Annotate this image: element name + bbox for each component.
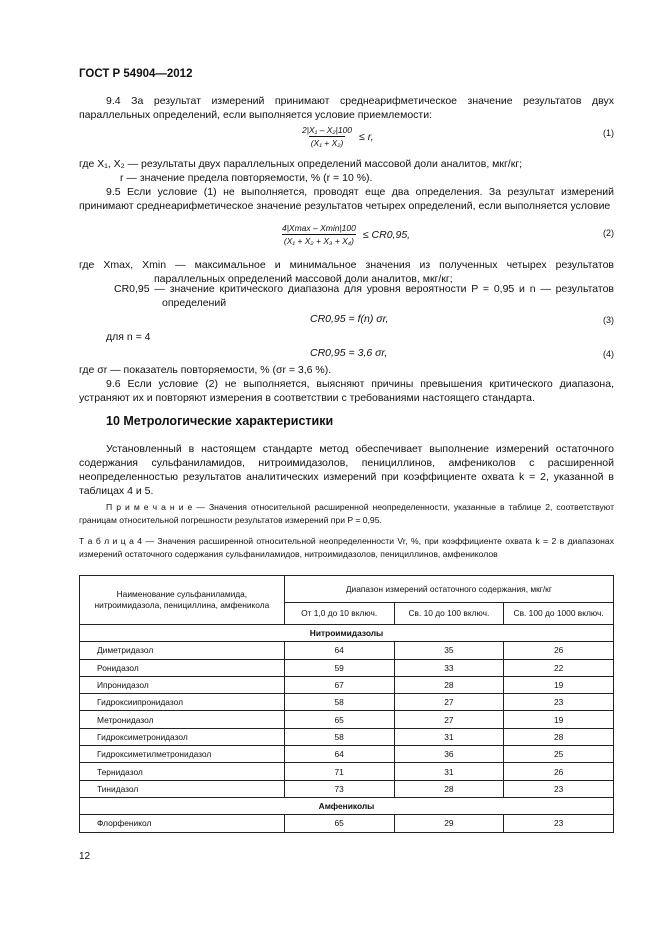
value-cell: 65 [284, 815, 394, 832]
equation-1-numerator: 2|X₁ – X₂|100 [302, 125, 353, 135]
note-label: П р и м е ч а н и е — [106, 502, 205, 512]
value-cell: 19 [504, 711, 614, 728]
table-row [80, 763, 614, 780]
equation-2-numerator: 4|Xmax – Xmin|100 [282, 223, 356, 233]
table-row [80, 780, 614, 797]
table-row [80, 642, 614, 659]
value-cell: 29 [394, 815, 504, 832]
value-cell: 23 [504, 780, 614, 797]
section-10-title: 10 Метрологические характеристики [106, 414, 334, 428]
value-cell: 28 [504, 728, 614, 745]
substance-name-cell: Ипронидазол [80, 676, 285, 693]
equation-4-number: (4) [603, 349, 614, 359]
where-1-line-1: где X₁, X₂ — результаты двух параллельных определений массовой доли аналитов, мкг/кг; [79, 158, 523, 170]
value-cell: 59 [284, 659, 394, 676]
substance-name-cell: Гидроксиметронидазол [80, 728, 285, 745]
page-number: 12 [79, 851, 91, 862]
where-2-line-1-text: где Xmax, Xmin — максимальное и минимальное значения из полученных четырех результатов параллельных определений массовой доли аналитов, мкг/кг; [79, 259, 614, 285]
equation-3: CR0,95 = f(n) σr, [310, 313, 389, 325]
value-cell: 64 [284, 746, 394, 763]
value-cell: 19 [504, 676, 614, 693]
table-header-row-1 [80, 576, 614, 603]
substance-name-cell: Гидроксиипронидазол [80, 694, 285, 711]
header-col-1: От 1,0 до 10 включ. [284, 603, 394, 625]
value-cell: 65 [284, 711, 394, 728]
table-row [80, 659, 614, 676]
equation-3-number: (3) [603, 315, 614, 325]
equation-1-fraction [300, 125, 354, 148]
header-name-cell: Наименование сульфаниламида, нитроимидазола, пенициллина, амфеникола [80, 576, 285, 625]
value-cell: 26 [504, 642, 614, 659]
substance-name-cell: Тернидазол [80, 763, 285, 780]
value-cell: 23 [504, 694, 614, 711]
value-cell: 27 [394, 694, 504, 711]
equation-2 [280, 223, 410, 246]
for-n-line: для n = 4 [106, 331, 151, 343]
group-title-cell: Нитроимидазолы [80, 625, 614, 642]
table-4 [79, 575, 614, 833]
where-2-line-2-text: CR0,95 — значение критического диапазона для уровня вероятности P = 0,95 и n — результатов определений [114, 283, 614, 309]
header-col-3: Св. 100 до 1000 включ. [504, 603, 614, 625]
value-cell: 27 [394, 711, 504, 728]
value-cell: 58 [284, 694, 394, 711]
substance-name-cell: Ронидазол [80, 659, 285, 676]
value-cell: 22 [504, 659, 614, 676]
value-cell: 33 [394, 659, 504, 676]
where-2-line-2 [114, 282, 614, 310]
value-cell: 64 [284, 642, 394, 659]
equation-1-number: (1) [603, 128, 614, 138]
value-cell: 71 [284, 763, 394, 780]
paragraph-9-6: 9.6 Если условие (2) не выполняется, выясняют причины превышения критического диапазона, устраняют их и повторяют измерения в соответствии с требованиями настоящего стандарта. [79, 378, 614, 404]
document-header: ГОСТ Р 54904—2012 [79, 68, 193, 80]
where-3: где σr — показатель повторяемости, % (σr = 3,6 %). [79, 364, 332, 376]
group-title-cell: Амфениколы [80, 797, 614, 814]
value-cell: 67 [284, 676, 394, 693]
paragraph-9-5: 9.5 Если условие (1) не выполняется, проводят еще два определения. За результат измерений принимают среднеарифметическое значение результатов четырех определений, если выполняется условие [79, 186, 614, 212]
table-row [80, 746, 614, 763]
table-caption: Т а б л и ц а 4 — Значения расширенной относительной неопределенности Vr, %, при коэффициенте охвата k = 2 в диапазонах измерений остаточного содержания сульфаниламидов, нитроимидазолов, пенициллинов, амфениколов [79, 536, 614, 559]
where-1-line-2: r — значение предела повторяемости, % (r = 10 %). [120, 172, 373, 184]
value-cell: 58 [284, 728, 394, 745]
equation-1-denominator: (X₁ + X₂) [310, 138, 344, 148]
table-row [80, 694, 614, 711]
table-row [80, 815, 614, 832]
substance-name-cell: Тинидазол [80, 780, 285, 797]
table-group-row [80, 797, 614, 814]
table-row [80, 711, 614, 728]
value-cell: 28 [394, 780, 504, 797]
paragraph-10: Установленный в настоящем стандарте метод обеспечивает выполнение измерений остаточного содержания сульфаниламидов, нитроимидазолов, пенициллинов, амфениколов с расширенной неопределенностью результатов аналитических измерений при коэффициенте охвата k = 2, указанной в таблицах 4 и 5. [79, 443, 614, 497]
equation-1 [300, 125, 374, 148]
equation-4: CR0,95 = 3,6 σr, [310, 347, 388, 359]
substance-name-cell: Метронидазол [80, 711, 285, 728]
header-range-cell: Диапазон измерений остаточного содержания, мкг/кг [284, 576, 613, 603]
note-text: Значения относительной расширенной неопределенности, указанные в таблице 2, соответствуют границам относительной погрешности результатов измерений при P = 0,95. [79, 502, 615, 525]
substance-name-cell: Флорфеникол [80, 815, 285, 832]
note [79, 501, 614, 526]
equation-2-fraction [280, 223, 358, 246]
table-row [80, 728, 614, 745]
equation-2-relation: ≤ CR0,95, [362, 228, 411, 241]
substance-name-cell: Диметридазол [80, 642, 285, 659]
paragraph-9-4: 9.4 За результат измерений принимают среднеарифметическое значение результатов двух параллельных определений, если выполняется условие приемлемости: [79, 95, 614, 121]
table-group-row [80, 625, 614, 642]
value-cell: 23 [504, 815, 614, 832]
equation-2-denominator: (X₁ + X₂ + X₃ + X₄) [283, 236, 354, 246]
substance-name-cell: Гидроксиметилметронидазол [80, 746, 285, 763]
value-cell: 73 [284, 780, 394, 797]
value-cell: 28 [394, 676, 504, 693]
table-row [80, 676, 614, 693]
value-cell: 26 [504, 763, 614, 780]
value-cell: 36 [394, 746, 504, 763]
value-cell: 35 [394, 642, 504, 659]
equation-2-number: (2) [603, 228, 614, 238]
equation-1-relation: ≤ r, [359, 130, 374, 143]
header-col-2: Св. 10 до 100 включ. [394, 603, 504, 625]
value-cell: 31 [394, 763, 504, 780]
value-cell: 31 [394, 728, 504, 745]
value-cell: 25 [504, 746, 614, 763]
